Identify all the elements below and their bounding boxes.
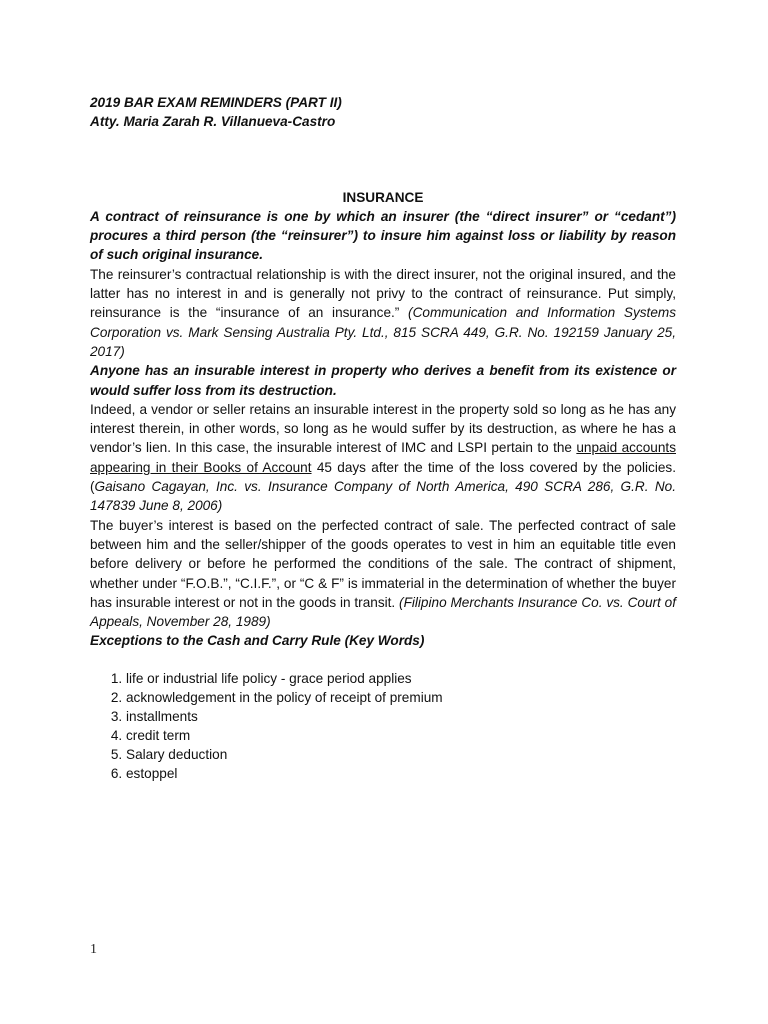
header-title: 2019 BAR EXAM REMINDERS (PART II) bbox=[90, 95, 342, 110]
paragraph-reinsurer-relationship bbox=[90, 265, 676, 361]
list-item: 6. estoppel bbox=[126, 764, 676, 783]
underlined-phrase: unpaid accounts appearing in their Books of Account bbox=[90, 440, 676, 475]
paragraph-vendor-interest bbox=[90, 400, 676, 516]
list-item: 4. credit term bbox=[126, 726, 676, 745]
paragraph-text: The buyer’s interest is based on the perfected contract of sale. The perfected contract of sale between him and the seller/shipper of the goods operates to vest in him an equitable title even before delivery or before he performed the conditions of the sale. The contract of shipment, whether under “F.O.B.”, “C.I.F.”, or “C & F” is immaterial in the determination of whether the buyer has insurable interest or not in the goods in transit. bbox=[90, 517, 676, 610]
paragraph-text: Indeed, a vendor or seller retains an insurable interest in the property sold so long as he has any interest therein, in other words, so long as he would suffer by its destruction, as where he has a vendor’s lien. In this case, the insurable interest of IMC and LSPI pertain to the bbox=[90, 401, 676, 456]
exceptions-list bbox=[90, 669, 676, 784]
header-author: Atty. Maria Zarah R. Villanueva-Castro bbox=[90, 114, 336, 130]
paragraph-insurable-interest-rule: Anyone has an insurable interest in property who derives a benefit from its existence or would suffer loss from its destruction. bbox=[90, 363, 676, 398]
case-citation: (Filipino Merchants Insurance Co. vs. Court of Appeals, November 28, 1989) bbox=[90, 594, 676, 630]
document-body bbox=[90, 93, 676, 783]
list-item: 1. life or industrial life policy - grace period applies bbox=[126, 669, 676, 688]
list-item: 2. acknowledgement in the policy of receipt of premium bbox=[126, 688, 676, 707]
case-citation: Gaisano Cagayan, Inc. vs. Insurance Company of North America, 490 SCRA 286, G.R. No. 147839 June 8, 2006) bbox=[90, 479, 676, 514]
paragraph-text: The reinsurer’s contractual relationship is with the direct insurer, not the original insured, and the latter has no interest in and is generally not privy to the contract of reinsurance. Put simply, reinsurance is the “insurance of an insurance.” bbox=[90, 266, 676, 321]
case-citation: (Communication and Information Systems Corporation vs. Mark Sensing Australia Pty. Ltd., 815 SCRA 449, G.R. No. 192159 January 25, 2017) bbox=[90, 305, 677, 359]
paragraph-text: 45 days after the time of the loss covered by the policies. ( bbox=[90, 459, 676, 495]
list-item: 5. Salary deduction bbox=[126, 745, 676, 764]
paragraph-reinsurance-definition: A contract of reinsurance is one by which an insurer (the “direct insurer” or “cedant”) procures a third person (the “reinsurer”) to insure him against loss or liability by reason of such original insurance. bbox=[90, 208, 676, 263]
list-item: 3. installments bbox=[126, 707, 676, 726]
exceptions-heading: Exceptions to the Cash and Carry Rule (Key Words) bbox=[90, 633, 425, 649]
section-title: INSURANCE bbox=[342, 189, 424, 205]
paragraph-buyer-interest bbox=[90, 516, 676, 632]
page-number: 1 bbox=[90, 942, 97, 957]
